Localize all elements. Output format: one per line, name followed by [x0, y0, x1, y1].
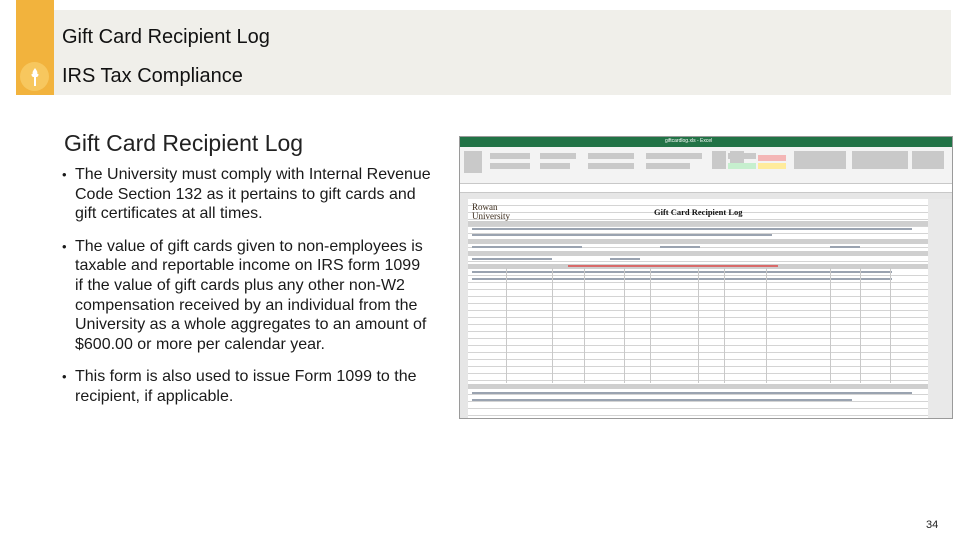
page-number: 34 — [926, 519, 939, 531]
university-logo: Rowan University — [472, 202, 510, 221]
excel-screenshot — [459, 136, 953, 419]
bullet-list — [60, 165, 432, 420]
bullet-icon: • — [62, 238, 67, 254]
excel-side-pane — [928, 199, 952, 418]
bullet-text: The University must comply with Internal Revenue Code Section 132 as it pertains to gift cards and gift certificates at all times. — [75, 166, 431, 223]
excel-titlebar — [460, 137, 952, 147]
excel-ribbon — [460, 147, 952, 184]
excel-row-headers — [460, 199, 468, 418]
sheet-title: Gift Card Recipient Log — [654, 207, 743, 217]
bullet-item — [60, 367, 432, 406]
header-title: Gift Card Recipient Log — [62, 26, 270, 48]
bullet-item — [60, 237, 432, 355]
sheet-section — [468, 384, 928, 389]
bullet-item — [60, 165, 432, 224]
sheet-section — [468, 221, 928, 226]
excel-window-title: giftcardlog.xls - Excel — [665, 138, 713, 144]
excel-formula-bar — [460, 184, 952, 193]
bullet-text: The value of gift cards given to non-employees is taxable and reportable income on IRS form 1099 if the value of gift cards plus any other non-W2 compensation received by an individual from the University as a whole aggregates to an amount of $600.00 or more per calendar year. — [75, 237, 427, 353]
sheet-section — [468, 239, 928, 244]
sheet-section — [468, 251, 928, 256]
slide-title: Gift Card Recipient Log — [64, 130, 304, 156]
torch-icon — [20, 62, 49, 91]
bullet-text: This form is also used to issue Form 1099 to the recipient, if applicable. — [75, 368, 417, 405]
bullet-icon: • — [62, 167, 67, 182]
header-subtitle: IRS Tax Compliance — [62, 65, 243, 87]
bullet-icon: • — [62, 369, 67, 385]
